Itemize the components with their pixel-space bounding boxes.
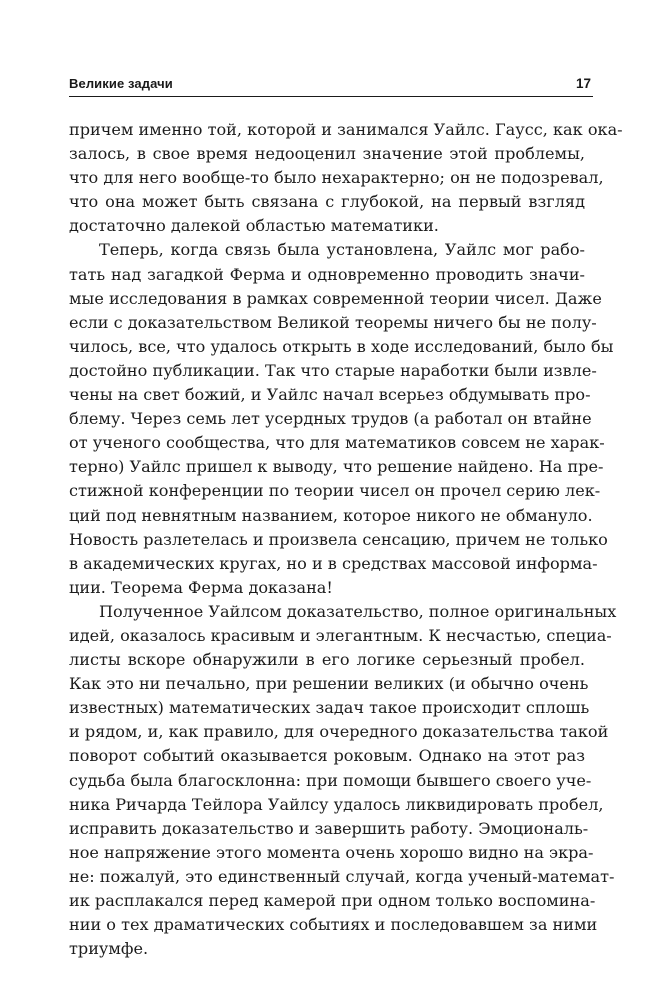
text-line: ное напряжение этого момента очень хорошо видно на экра- (69, 842, 594, 862)
text-line: стижной конференции по теории чисел он прочел серию лек- (69, 481, 601, 501)
page-header (69, 72, 593, 97)
text-line: триумфе. (69, 939, 149, 959)
paragraph (69, 600, 617, 961)
text-line: Как это ни печально, при решении великих (и обычно очень (69, 674, 589, 694)
text-line: ника Ричарда Тейлора Уайлсу удалось ликвидировать пробел, (69, 794, 604, 814)
text-line: в академических кругах, но и в средствах массовой информа- (69, 553, 598, 573)
text-line: ций под невнятным названием, которое никого не обмануло. (69, 505, 593, 525)
text-line: не: пожалуй, это единственный случай, когда ученый-математ- (69, 866, 615, 886)
text-line: что для него вообще-то было нехарактерно; он не подозревал, (69, 168, 604, 188)
running-title: Великие задачи (69, 76, 173, 91)
text-line: исправить доказательство и завершить работу. Эмоциональ- (69, 818, 589, 838)
text-line: залось, в свое время недооценил значение этой проблемы, (69, 144, 585, 164)
text-line: причем именно той, которой и занимался Уайлс. Гаусс, как ока- (69, 120, 623, 139)
text-line: достаточно далекой областью математики. (69, 216, 439, 236)
body-text (69, 118, 623, 961)
text-line: ции. Теорема Ферма доказана! (69, 577, 333, 597)
text-line: ик расплакался перед камерой при одном только воспомина- (69, 891, 596, 910)
paragraph (69, 118, 623, 238)
text-line: идей, оказалось красивым и элегантным. К несчастью, специа- (69, 625, 612, 645)
paragraph (69, 238, 614, 599)
text-line: достойно публикации. Так что старые наработки были извле- (69, 360, 597, 380)
text-line: терно) Уайлс пришел к выводу, что решение найдено. На пре- (69, 457, 604, 477)
text-line: поворот событий оказывается роковым. Однако на этот раз (69, 746, 585, 766)
text-line: от ученого сообщества, что для математиков совсем не харак- (69, 433, 605, 453)
text-line: судьба была благосклонна: при помощи бывшего своего уче- (69, 770, 592, 790)
text-line: Теперь, когда связь была установлена, Уайлс мог рабо- (99, 240, 585, 260)
text-line: чилось, все, что удалось открыть в ходе исследований, было бы (69, 336, 614, 356)
text-line: Новость разлетелась и произвела сенсацию, причем не только (69, 529, 608, 549)
text-line: и рядом, и, как правило, для очередного доказательства такой (69, 722, 609, 742)
text-line: листы вскоре обнаружили в его логике серьезный пробел. (69, 650, 585, 670)
text-line: известных) математических задач такое происходит сплошь (69, 698, 590, 718)
text-line: чены на свет божий, и Уайлс начал всерьез обдумывать про- (69, 385, 591, 405)
text-line: блему. Через семь лет усердных трудов (а работал он втайне (69, 409, 592, 429)
text-line: нии о тех драматических событиях и последовавшем за ними (69, 915, 598, 935)
page-number: 17 (575, 76, 591, 91)
text-line: тать над загадкой Ферма и одновременно проводить значи- (69, 264, 585, 284)
text-line: мые исследования в рамках современной теории чисел. Даже (69, 288, 602, 308)
text-line: если с доказательством Великой теоремы ничего бы не полу- (69, 312, 597, 332)
text-line: что она может быть связана с глубокой, на первый взгляд (69, 192, 585, 212)
text-line: Полученное Уайлсом доказательство, полное оригинальных (99, 601, 617, 621)
